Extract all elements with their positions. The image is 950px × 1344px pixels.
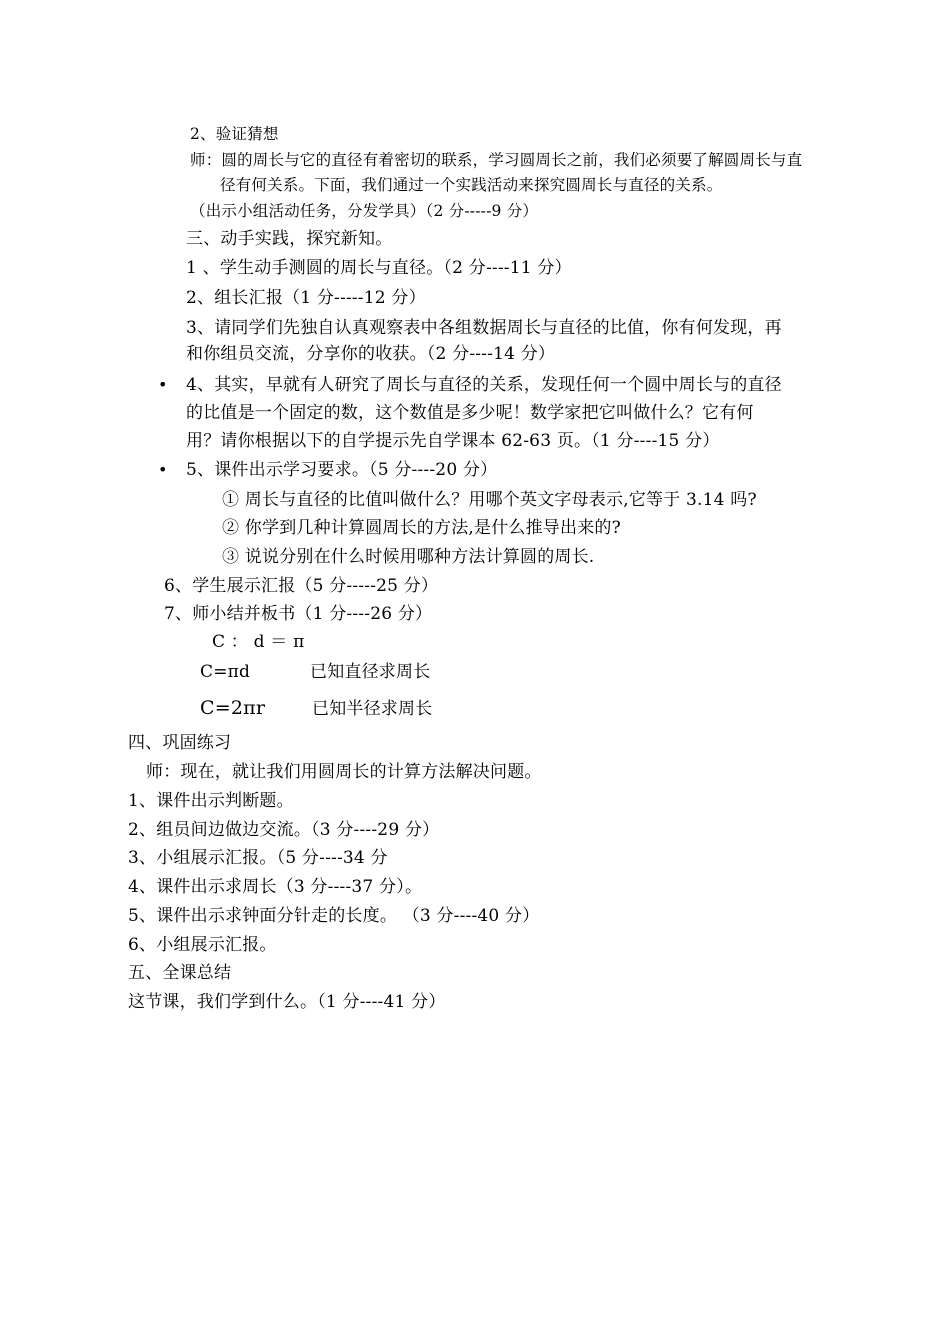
requirement-1: ① 周长与直径的比值叫做什么？用哪个英文字母表示,它等于 3.14 吗? [222,490,757,510]
teacher-practice-intro: 师：现在，就让我们用圆周长的计算方法解决问题。 [146,762,542,782]
requirement-3: ③ 说说分别在什么时候用哪种方法计算圆的周长. [222,547,595,567]
formula-diameter: C=πd [200,662,251,682]
section-four-heading: 四、巩固练习 [128,733,232,753]
step-5-requirements: 5、课件出示学习要求。（5 分----20 分） [186,460,498,480]
lesson-summary: 这节课，我们学到什么。（1 分----41 分） [128,992,446,1012]
section-five-heading: 五、全课总结 [128,963,232,983]
formula-diameter-desc: 已知直径求周长 [310,662,431,682]
bullet-marker: • [158,375,168,394]
step-6-present: 6、学生展示汇报（5 分-----25 分） [164,576,439,596]
step-4-line-3: 用？请你根据以下的自学提示先自学课本 62-63 页。（1 分----15 分） [186,431,720,451]
step-4-line-1: 4、其实，早就有人研究了周长与直径的关系，发现任何一个圆中周长与的直径 [186,375,782,395]
teacher-intro-line-2: 径有何关系。下面，我们通过一个实践活动来探究圆周长与直径的关系。 [220,176,723,194]
step-7-summary: 7、师小结并板书（1 分----26 分） [164,604,433,624]
step-1-measure: 1 、学生动手测圆的周长与直径。（2 分----11 分） [186,258,572,278]
practice-2: 2、组员间边做边交流。（3 分----29 分） [128,820,440,840]
practice-6: 6、小组展示汇报。 [128,935,277,955]
step-3-line-1: 3、请同学们先独自认真观察表中各组数据周长与直径的比值，你有何发现，再 [186,318,782,338]
teacher-intro-line-1: 师：圆的周长与它的直径有着密切的联系，学习圆周长之前，我们必须要了解圆周长与直 [190,151,803,169]
formula-radius-desc: 已知半径求周长 [312,699,433,719]
formula-radius: C=2πr [200,697,266,719]
step-4-line-2: 的比值是一个固定的数，这个数值是多少呢！数学家把它叫做什么？它有何 [186,403,754,423]
practice-5: 5、课件出示求钟面分针走的长度。 （3 分----40 分） [128,906,540,926]
step-2-report: 2、组长汇报（1 分-----12 分） [186,288,426,308]
practice-4: 4、课件出示求周长（3 分----37 分）。 [128,877,423,897]
requirement-2: ② 你学到几种计算圆周长的方法,是什么推导出来的? [222,518,621,538]
formula-ratio: C ： d ＝ π [212,632,305,652]
step-3-line-2: 和你组员交流，分享你的收获。（2 分----14 分） [186,344,556,364]
practice-3: 3、小组展示汇报。（5 分----34 分 [128,848,388,868]
group-task-note: （出示小组活动任务，分发学具）（2 分-----9 分） [190,202,539,220]
practice-1: 1、课件出示判断题。 [128,791,294,811]
bullet-marker: • [158,460,168,479]
heading-verify-guess: 2、验证猜想 [190,125,279,143]
section-three-heading: 三、动手实践，探究新知。 [186,229,393,249]
